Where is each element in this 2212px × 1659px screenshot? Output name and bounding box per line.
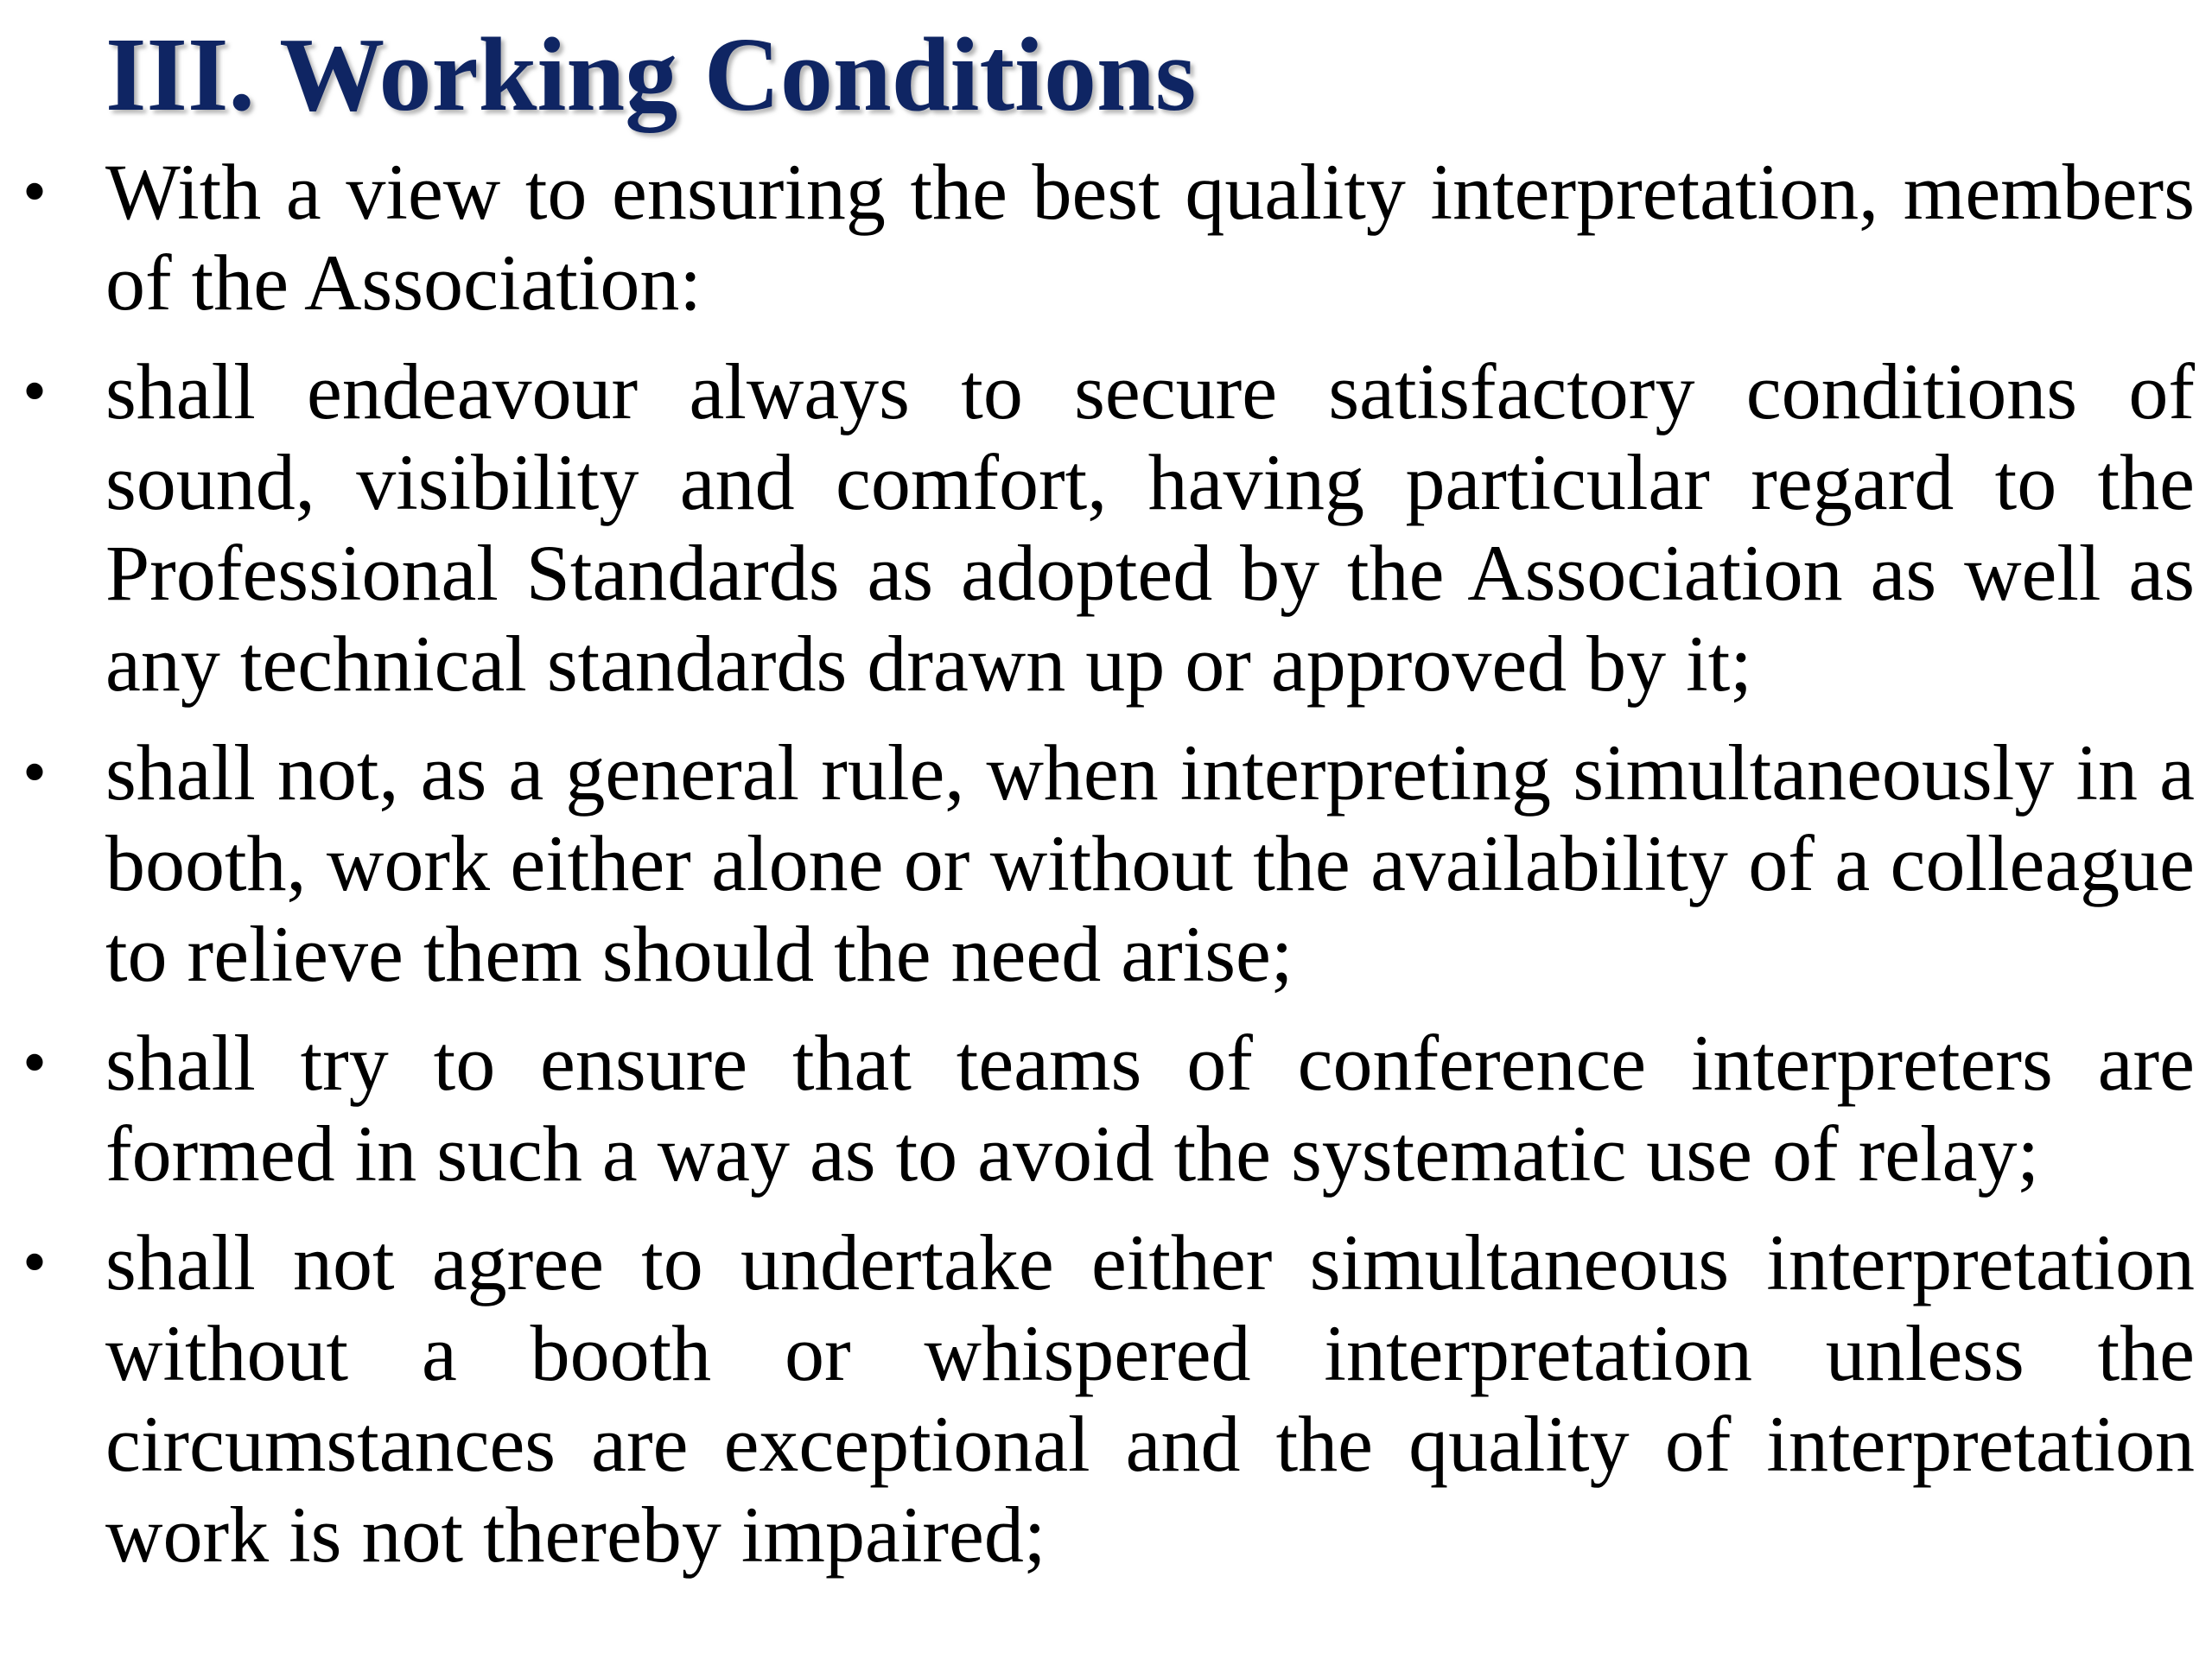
bullet-text: shall try to ensure that teams of conference interpreters are formed in such a way as to avoid the systematic use of relay; [105, 1019, 2195, 1198]
bullet-item [0, 728, 2195, 1000]
bullet-dot-icon: • [22, 1224, 48, 1300]
bullet-text: With a view to ensuring the best quality interpretation, members of the Association: [105, 148, 2195, 327]
bullet-dot-icon: • [22, 1025, 48, 1101]
bullet-text: shall not, as a general rule, when interpreting simultaneously in a booth, work either alone or without the availability of a colleague to relieve them should the need arise; [105, 728, 2195, 998]
bullet-list [0, 147, 2195, 1599]
bullet-text: shall endeavour always to secure satisfactory conditions of sound, visibility and comfort, having particular regard to the Professional Standards as adopted by the Association as well as any technical standards drawn up or approved by it; [105, 347, 2195, 708]
bullet-item [0, 346, 2195, 709]
bullet-dot-icon: • [22, 154, 48, 230]
slide-title: III. Working Conditions [105, 16, 1197, 133]
bullet-item [0, 147, 2195, 328]
bullet-item [0, 1217, 2195, 1580]
bullet-dot-icon: • [22, 734, 48, 810]
bullet-item [0, 1018, 2195, 1199]
bullet-text: shall not agree to undertake either simultaneous interpretation without a booth or whispered interpretation unless the circumstances are exceptional and the quality of interpretation work is not thereby impaired; [105, 1218, 2195, 1579]
bullet-dot-icon: • [22, 353, 48, 429]
